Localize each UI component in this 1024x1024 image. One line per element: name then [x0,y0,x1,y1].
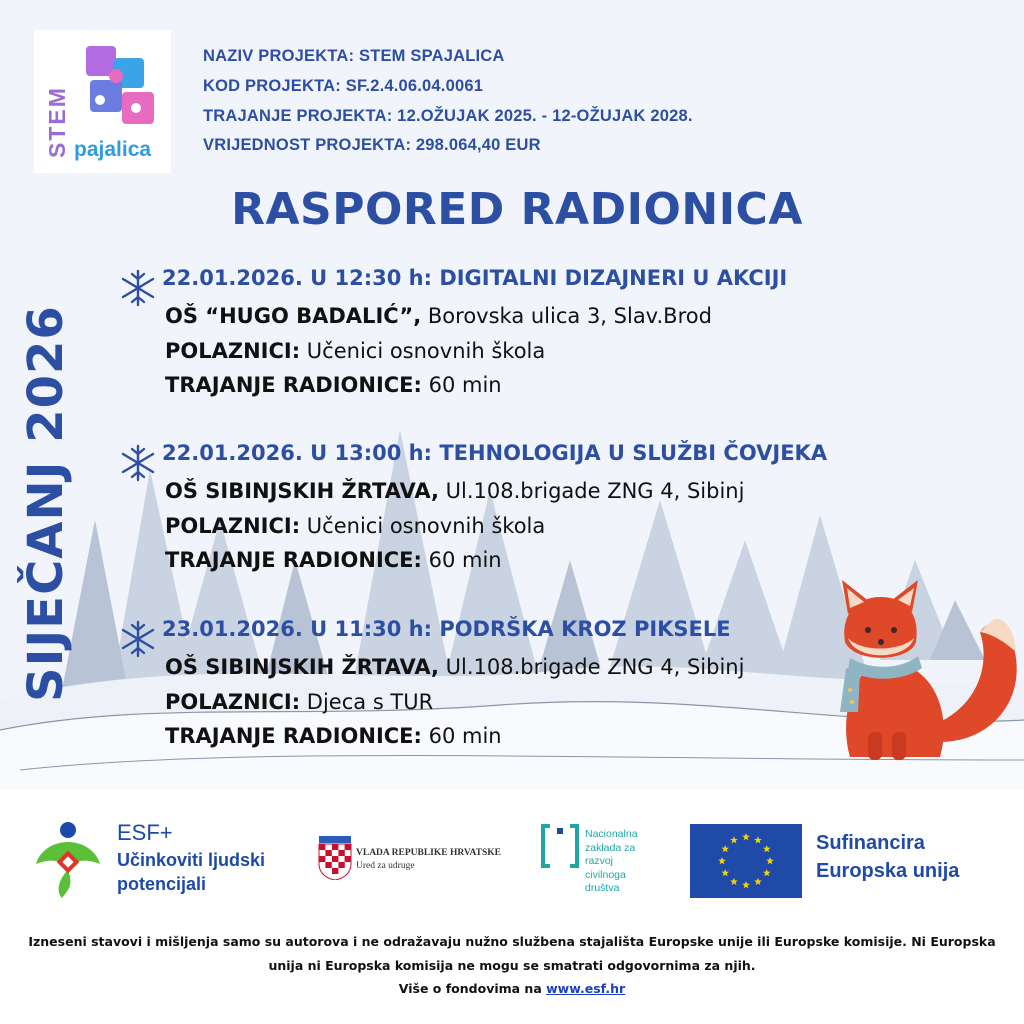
zaklada-text [585,828,638,896]
eu-line2: Europska unija [816,860,960,882]
school-address: Borovska ulica 3, Slav.Brod [421,304,712,328]
duration-label: TRAJANJE RADIONICE: [165,373,422,397]
event-participants [165,690,433,714]
duration-value: 60 min [421,373,502,397]
eu-flag-icon [690,824,802,898]
zaklada-logo-icon [540,822,580,870]
event-location [165,655,744,679]
event-duration [165,548,502,572]
logo-stem-text: STEM [44,86,70,158]
esf-link[interactable]: www.esf.hr [546,981,626,996]
snowflake-icon [118,443,158,483]
event-duration [165,724,502,748]
participants-label: POLAZNICI: [165,339,301,363]
snowflake-icon [118,268,158,308]
project-name: NAZIV PROJEKTA: STEM SPAJALICA [203,47,505,65]
project-code: KOD PROJEKTA: SF.2.4.06.04.0061 [203,77,484,95]
school-address: Ul.108.brigade ZNG 4, Sibinj [438,655,745,679]
duration-label: TRAJANJE RADIONICE: [165,548,422,572]
event-heading: 23.01.2026. U 11:30 h: PODRŠKA KROZ PIKSELE [162,617,731,641]
participants-label: POLAZNICI: [165,690,301,714]
more-info-text: Više o fondovima na [398,981,547,996]
disclaimer-line1: Izneseni stavovi i mišljenja samo su autorova i ne odražavaju nužno službena stajališta Europske unije ili Europske komisije. Ni Europska [28,934,996,949]
esf-line2: potencijali [117,874,207,894]
participants-value: Učenici osnovnih škola [300,514,546,538]
eu-line1: Sufinancira [816,832,925,854]
zaklada-line: razvoj [585,855,614,867]
event-location [165,304,712,328]
more-info [14,981,1010,996]
month-text: SIJEČANJ 2026 [18,305,74,703]
zaklada-line: Nacionalna [585,828,638,840]
project-value: VRIJEDNOST PROJEKTA: 298.064,40 EUR [203,136,541,154]
fox-illustration [830,572,1024,764]
esf-logo-icon [34,820,104,898]
zaklada-line: civilnoga [585,868,626,881]
event-location [165,479,744,503]
event-heading: 22.01.2026. U 13:00 h: TEHNOLOGIJA U SLUŽBI ČOVJEKA [162,441,828,465]
event-participants [165,339,545,363]
school-name: OŠ SIBINJSKIH ŽRTAVA, [165,479,439,503]
vlada-line2: Ured za udruge [356,861,415,871]
participants-value: Učenici osnovnih škola [300,339,546,363]
croatian-coat-of-arms-icon [318,836,352,880]
zaklada-line: zaklada za [585,841,636,854]
school-address: Ul.108.brigade ZNG 4, Sibinj [438,479,745,503]
month-vertical-label [18,264,98,744]
zaklada-line: društva [585,882,620,894]
project-duration: TRAJANJE PROJEKTA: 12.OŽUJAK 2025. - 12-OŽUJAK 2028. [203,107,693,125]
esf-name: ESF+ [117,820,173,845]
duration-value: 60 min [421,548,502,572]
logo-word-text: pajalica [74,138,152,161]
esf-line1: Učinkoviti ljudski [117,850,266,870]
duration-label: TRAJANJE RADIONICE: [165,724,422,748]
event-duration [165,373,502,397]
page-title: RASPORED RADIONICA [231,184,803,235]
event-heading: 22.01.2026. U 12:30 h: DIGITALNI DIZAJNERI U AKCIJI [162,266,788,290]
participants-value: Djeca s TUR [300,690,434,714]
disclaimer-line2: unija ni Europska komisija ne mogu se smatrati odgovornima za njih. [268,958,756,973]
duration-value: 60 min [421,724,502,748]
footer [0,790,1024,1024]
school-name: OŠ SIBINJSKIH ŽRTAVA, [165,655,439,679]
vlada-line1: VLADA REPUBLIKE HRVATSKE [356,848,502,858]
event-participants [165,514,545,538]
participants-label: POLAZNICI: [165,514,301,538]
school-name: OŠ “HUGO BADALIĆ”, [165,304,422,328]
snowflake-icon [118,619,158,659]
